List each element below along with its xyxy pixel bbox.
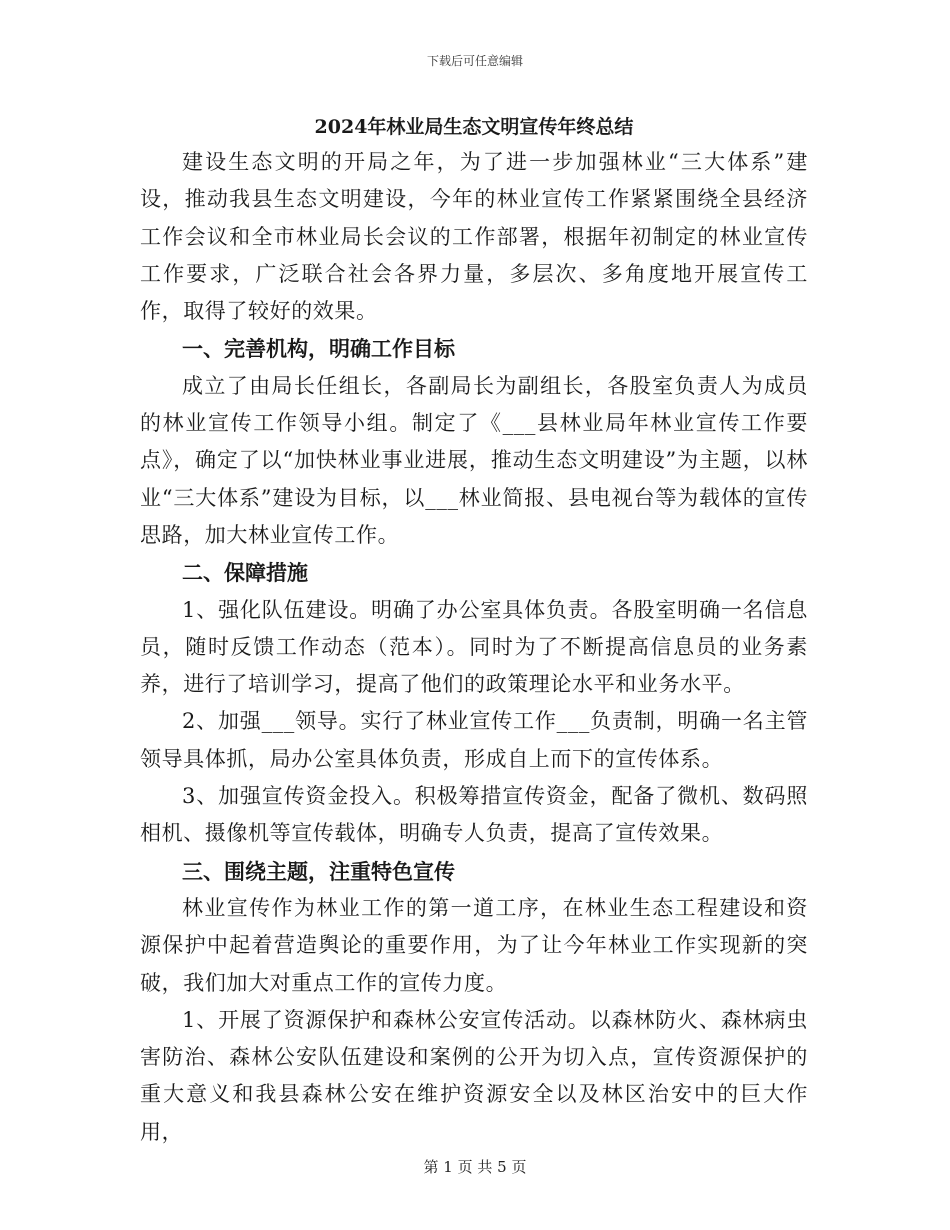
page-number: 第 1 页 共 5 页	[423, 1158, 527, 1176]
section-heading: 二、保障措施	[182, 560, 308, 586]
document-body	[140, 112, 808, 1151]
paragraph: 3、加强宣传资金投入。积极筹措宣传资金，配备了微机、数码照相机、摄像机等宣传载体，明确专人负责，提高了宣传效果。	[140, 784, 808, 846]
page-header-note: 下载后可任意编辑	[426, 54, 523, 68]
paragraph: 成立了由局长任组长，各副局长为副组长，各股室负责人为成员的林业宣传工作领导小组。制定了《___县林业局年林业宣传工作要点》，确定了以“加快林业事业进展，推动生态文明建设”为主题，以林业“三大体系”建设为目标，以___林业简报、县电视台等为载体的宣传思路，加大林业宣传工作。	[140, 373, 808, 547]
paragraph: 1、开展了资源保护和森林公安宣传活动。以森林防火、森林病虫害防治、森林公安队伍建设和案例的公开为切入点，宣传资源保护的重大意义和我县森林公安在维护资源安全以及林区治安中的巨大作用，	[140, 1007, 808, 1144]
section-heading: 三、围绕主题，注重特色宣传	[182, 858, 455, 884]
document-title: 2024年林业局生态文明宣传年终总结	[314, 116, 634, 138]
paragraph: 2、加强___领导。实行了林业宣传工作___负责制，明确一名主管领导具体抓，局办公室具体负责，形成自上而下的宣传体系。	[140, 709, 808, 771]
section-heading: 一、完善机构，明确工作目标	[182, 336, 455, 362]
paragraph: 1、强化队伍建设。明确了办公室具体负责。各股室明确一名信息员，随时反馈工作动态（范本）。同时为了不断提高信息员的业务素养，进行了培训学习，提高了他们的政策理论水平和业务水平。	[140, 597, 808, 697]
paragraph: 林业宣传作为林业工作的第一道工序，在林业生态工程建设和资源保护中起着营造舆论的重要作用，为了让今年林业工作实现新的突破，我们加大对重点工作的宣传力度。	[140, 895, 808, 995]
paragraph: 建设生态文明的开局之年，为了进一步加强林业“三大体系”建设，推动我县生态文明建设，今年的林业宣传工作紧紧围绕全县经济工作会议和全市林业局长会议的工作部署，根据年初制定的林业宣传工作要求，广泛联合社会各界力量，多层次、多角度地开展宣传工作，取得了较好的效果。	[140, 150, 808, 324]
